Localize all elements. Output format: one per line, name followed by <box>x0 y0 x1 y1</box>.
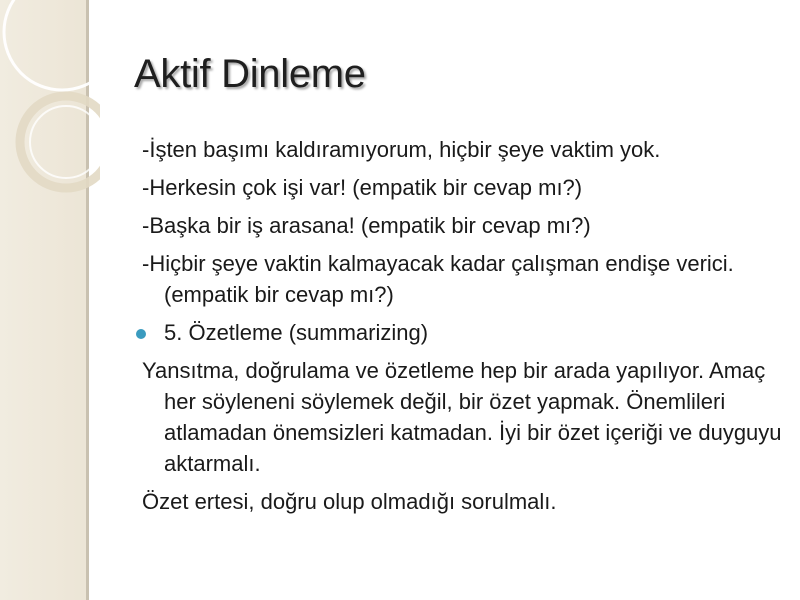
paragraph: -İşten başımı kaldıramıyorum, hiçbir şeye vaktim yok. <box>142 137 661 162</box>
decorative-circles <box>0 0 100 220</box>
bullet-dot-icon <box>136 329 146 339</box>
bullet-text: 5. Özetleme (summarizing) <box>164 320 429 345</box>
slide-title: Aktif Dinleme <box>134 52 366 96</box>
bullet-paragraph <box>142 317 782 348</box>
paragraph: -Başka bir iş arasana! (empatik bir cevap mı?) <box>142 213 591 238</box>
paragraph: -Herkesin çok işi var! (empatik bir cevap mı?) <box>142 175 583 200</box>
slide-body <box>142 134 782 524</box>
paragraph: -Hiçbir şeye vaktin kalmayacak kadar çalışman endişe verici. (empatik bir cevap mı?) <box>142 251 734 307</box>
paragraph: Özet ertesi, doğru olup olmadığı sorulmalı. <box>142 489 557 514</box>
paragraph: Yansıtma, doğrulama ve özetleme hep bir arada yapılıyor. Amaç her söyleneni söylemek değil, bir özet yapmak. Önemlileri atlamadan önemsizleri katmadan. İyi bir özet içeriği ve duyguyu aktarmalı. <box>142 358 782 476</box>
